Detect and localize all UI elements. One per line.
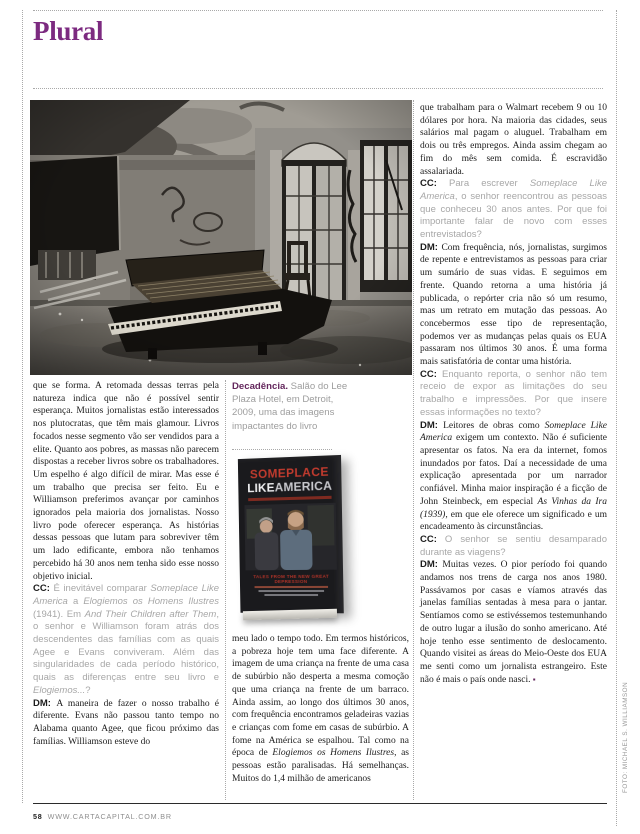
paragraph: DM: Com frequência, nós, jornalistas, surgimos de repente e entrevistamos as pessoas para criar um sumário de suas vidas. E seguimos em frente. Quando retorna a uma história já publicada, o repórter cria não só um resumo, mas um retrato em mutação das pessoas. Ao concebermos esse tipo de representação, podemos ver as mudanças pelas quais os EUA passaram nos últimos 30 anos. É uma forma mais satisfatória de contar uma história.	[420, 241, 608, 368]
column-separator-left	[225, 380, 226, 800]
column-left	[33, 380, 219, 748]
site-url: WWW.CARTACAPITAL.COM.BR	[47, 812, 172, 821]
column-middle	[232, 633, 409, 785]
column-separator-right	[413, 100, 414, 800]
section-title: Plural	[33, 16, 104, 46]
feature-photo	[30, 100, 412, 375]
left-margin-rule	[22, 10, 23, 803]
book-credit-line	[258, 590, 324, 592]
paragraph: CC: Enquanto reporta, o senhor não tem receio de expor as limitações do seu trabalho e impressões. Por que insere essas informações no texto?	[420, 368, 607, 418]
ballroom-photo-illustration	[30, 100, 412, 375]
book-title-line1: SOMEPLACE	[249, 464, 329, 482]
book-cover	[238, 455, 344, 613]
page-number: 58	[33, 812, 43, 821]
paragraph: meu lado o tempo todo. Em termos históricos, a pobreza hoje tem uma face diferente. A imagem de uma criança na frente de uma casa de subúrbio não desperta a mesma comoção que uma criança na frente de um barraco. Ainda assim, ao longo dos últimos 30 anos, com frequência encontramos geladeiras vazias e crianças com fome em casas de subúrbio. A fome na América se espalhou. Tal como na época de Elogiemos os Homens Ilustres, as pessoas estão paralisadas. Há semelhanças. Muitos do 1,4 milhão de americanos	[232, 634, 409, 784]
photo-caption	[232, 380, 354, 433]
paragraph: que trabalham para o Walmart recebem 9 ou 10 dólares por hora. Na maioria das cidades, seus salários mal pagam o aluguel. Trabalham em dois ou três empregos. Ainda assim chegam ao fim do mês sem comida. É escravidão assalariada.	[420, 103, 607, 177]
paragraph: DM: A maneira de fazer o nosso trabalho é diferente. Evans não passou tanto tempo no Alabama quanto Agee, que ficou próximo das famílias. Williamson esteve do	[33, 697, 220, 747]
paragraph: DM: Leitores de obras como Someplace Like America exigem um contexto. Não é suficiente apresentar os fatos. Na era da internet, fomos inundados por fatos. Daí a necessidade de uma explicação apresentada por um narrador confiável. Minha maior inspiração é a ficção de John Steinbeck, em especial As Vinhas da Ira (1939), em que ele oferece um significado e um encadeamento às circunstâncias.	[420, 419, 608, 533]
footer	[33, 812, 172, 821]
book-title-america: AMERICA	[274, 478, 333, 495]
paragraph: CC: Para escrever Someplace Like America, o senhor reencontrou as pessoas que conheceu 30 anos antes. Por que foi importante falar de novo com esses entrevistados?	[420, 178, 607, 241]
column-right	[420, 102, 607, 686]
book-credit-line	[254, 586, 328, 588]
book-tagline: TALES FROM THE NEW GREAT DEPRESSION	[253, 573, 330, 585]
paragraph: CC: O senhor se sentiu desamparado durante as viagens?	[420, 533, 607, 558]
caption-text: Decadência. Salão do Lee Plaza Hotel, em Detroit, 2009, uma das imagens impactantes do livro	[232, 381, 348, 432]
book-cover-photo	[244, 503, 336, 571]
paragraph: CC: É inevitável comparar Someplace Like America a Elogiemos os Homens Ilustres (1941). Em And Their Children after Them, o senhor e Williamson foram atrás dos descendentes das famílias com as quais Agee e Evans conviveram. Além das singularidades de cada período histórico, quais as diferenças entre seu livro e Elogiemos...?	[33, 583, 219, 696]
top-rule	[33, 10, 603, 11]
photo-credit-vertical: FOTO: MICHAEL S. WILLIAMSON	[622, 681, 629, 793]
right-margin-rule	[616, 10, 617, 826]
caption-divider	[232, 449, 332, 450]
book-title-like: LIKE	[247, 480, 275, 496]
book-subtitle-strip	[248, 496, 331, 501]
book-title-line2	[240, 478, 339, 495]
paragraph: DM: Muitas vezes. O pior período foi quando andamos nos trens de carga nos anos 1980. Passávamos por casas e víamos através das janelas famílias sentadas à mesa para o jantar. Sentíamos como se estivéssemos testemunhando de outro lugar a ilusão do sonho americano. Até hoje tenho esse sentimento de deslocamento. Quando visitei as áreas do Meio-Oeste dos EUA me senti como um jornalista estrangeiro. Este não é mais o país onde nasci. ▪	[420, 559, 607, 685]
book-credit-line	[264, 594, 318, 596]
footer-rule	[33, 803, 607, 804]
paragraph: que se forma. A retomada dessas terras pela natureza indica que não é possível sentir esperança. Muitos jornalistas estão interessados nos plutocratas, que têm mais glamour. Livros focados nesse segmento vão ser vendidos para a elite. Quanto aos pobres, as massas não parecem dispostas a receber livros sobre os trabalhadores. Um espelho é algo difícil de mirar. Mas esse é um trabalho que precisa ser feito. Eu e Williamson preferimos avançar por caminhos ignorados pela maioria dos jornalistas. Nosso livro pode oferecer esperança. As histórias dessas pessoas que lutam para sobreviver têm um lado edificante, embora não tenhamos percebido há 30 anos nem tenha sido esse nosso objetivo inicial.	[33, 381, 219, 582]
header-bottom-rule	[33, 88, 603, 89]
book-page-edges	[243, 609, 337, 620]
